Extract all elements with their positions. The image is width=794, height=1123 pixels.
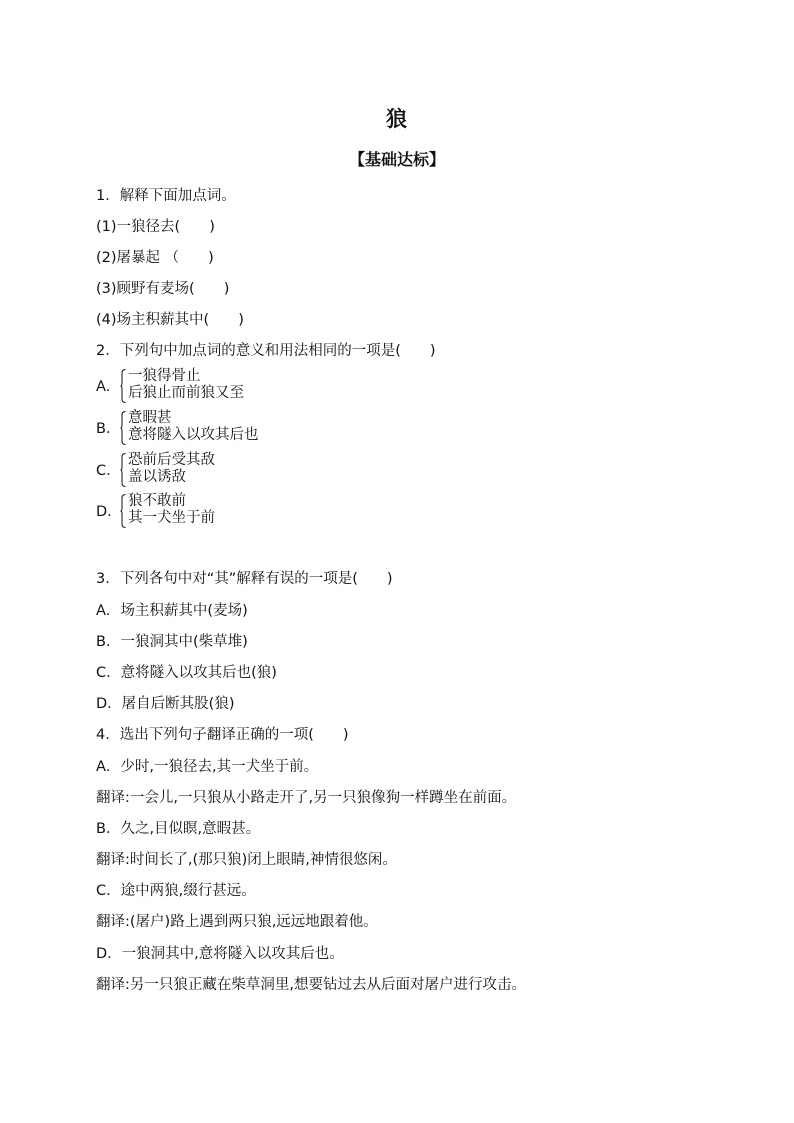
option-sentence: 其一犬坐于前 (128, 510, 215, 526)
question-4-translation: 翻译:时间长了,(那只狼)闭上眼睛,神情很悠闲。 (96, 852, 397, 868)
left-brace-icon (120, 453, 126, 487)
question-1-stem: 1．解释下面加点词。 (96, 188, 236, 204)
option-sentence: 狼不敢前 (128, 493, 186, 509)
option-sentence: 恐前后受其敌 (128, 452, 215, 468)
question-1-item: (4)场主积薪其中( ) (96, 312, 244, 328)
option-sentence: 后狼止而前狼又至 (128, 385, 244, 401)
option-sentence: 意将隧入以攻其后也 (128, 427, 259, 443)
option-letter: B． (96, 421, 121, 437)
left-brace-icon (120, 411, 126, 445)
question-1-item: (1)一狼径去( ) (96, 219, 215, 235)
question-3-option: C．意将隧入以攻其后也(狼) (96, 665, 277, 681)
option-sentence: 盖以诱敌 (128, 469, 186, 485)
question-3-option: A．场主积薪其中(麦场) (96, 603, 248, 619)
option-letter: D． (96, 504, 122, 520)
option-sentence: 一狼得骨止 (128, 368, 201, 384)
question-4-option: D．一狼洞其中,意将隧入以攻其后也。 (96, 946, 344, 962)
question-3-stem: 3．下列各句中对“其”解释有误的一项是( ) (96, 571, 393, 587)
question-1-item: (2)屠暴起 （ ) (96, 250, 214, 266)
option-letter: A． (96, 379, 121, 395)
question-4-translation: 翻译:(屠户)路上遇到两只狼,远远地跟着他。 (96, 914, 378, 930)
left-brace-icon (120, 369, 126, 403)
question-4-option: C．途中两狼,缀行甚远。 (96, 883, 256, 899)
section-heading: 【基础达标】 (348, 150, 445, 169)
option-sentence: 意暇甚 (128, 410, 172, 426)
question-3-option: B．一狼洞其中(柴草堆) (96, 634, 248, 650)
option-letter: C． (96, 463, 121, 479)
question-4-translation: 翻译:另一只狼正藏在柴草洞里,想要钻过去从后面对屠户进行攻击。 (96, 977, 526, 993)
question-4-stem: 4．选出下列句子翻译正确的一项( ) (96, 727, 349, 743)
question-4-translation: 翻译:一会儿,一只狼从小路走开了,另一只狼像狗一样蹲坐在前面。 (96, 790, 517, 806)
question-2-stem: 2．下列句中加点词的意义和用法相同的一项是( ) (96, 343, 436, 359)
question-4-option: B．久之,目似瞑,意暇甚。 (96, 821, 261, 837)
left-brace-icon (120, 494, 126, 528)
question-3-option: D．屠自后断其股(狼) (96, 696, 235, 712)
question-4-option: A．少时,一狼径去,其一犬坐于前。 (96, 759, 319, 775)
page-title: 狼 (386, 107, 408, 131)
question-1-item: (3)顾野有麦场( ) (96, 281, 230, 297)
